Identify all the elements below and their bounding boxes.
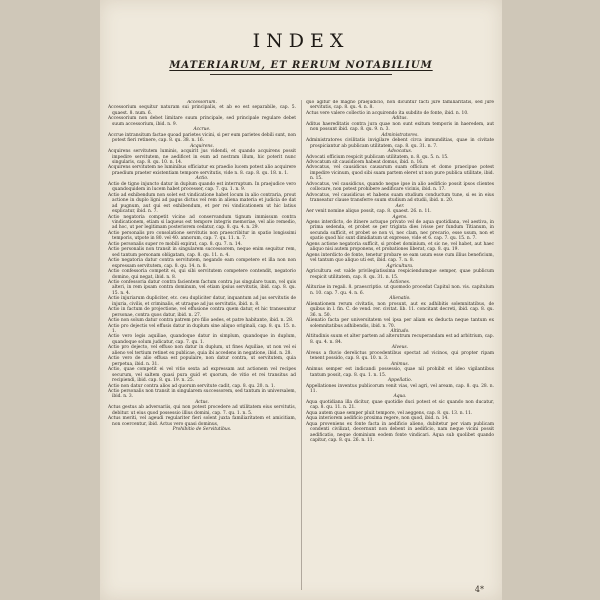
index-entry: Actio personalis non transit in singularem successorem, neque enim sequitur rem, sed tantum personam obligatam, cap. 8. qu. 11. n. 4. — [108, 247, 296, 258]
index-entry: Agens interdicto, de itinere actuque privato vel de aqua quotidiana, vel aestiva, in prima sedenda, et probet se per triginta dies ivisse per fundum Titianum, in secunda sufficit, et probet se non vi, nec clam, nec precario, esse usum, non et spatio quod hic sunt dimidiatum ut expresse, vide et 6. cap. 7. qu. 15. n. 7. — [306, 219, 494, 242]
index-heading: Agricultura. — [386, 263, 414, 269]
index-entry: Administratores civilitatis invigilare debent circa immunditias, quae in civitate prospiciantur ab publicam utilitatem, cap. 8. qu. 31. n. 7. — [306, 138, 494, 149]
column-divider — [301, 100, 302, 590]
index-entry: Actio negatoria datur contra servitutem, negando eam competere et illa non non expressam servitutem, cap. 8. qu. 14. n. 8. — [108, 258, 296, 269]
index-entry: Agricultura est valde privilegiatissima respiciendumque semper, quae publicum respicit utilitatem, cap. 8. qu. 31. n. 15. — [306, 269, 494, 280]
index-entry: Actio pro dejectis vel effusis datur in duplum sine aliquo originali, cap. 8. qu. 15. n. 1. — [108, 323, 296, 335]
index-heading: Aqua. — [393, 394, 407, 400]
index-entry: Advocatus, vel causidicus, quando neque ipse in alio aedificio possit ipsos clientes collocare, non potest prohibere aedificare vicinis, ibid. n. 17. — [306, 181, 494, 193]
index-entry: quo agitur de magno praejudicio, non dicuntur facti jure familiaritatis, sed jure servitutis, cap. 8. qu. 4. n. 8. — [306, 100, 494, 111]
right-column — [306, 100, 494, 590]
index-entry: Accessorium non debet limitare suum principale, sed principale regulare debet suum accessorium, ibid. n. 9. — [108, 116, 296, 127]
index-columns — [108, 100, 494, 590]
index-entry: Advocatum sit causidicem habeat domus, ibid. n. 16. — [306, 159, 424, 165]
index-entry: Aqua quotidiana illa dicitur, quae quotidie duci potest et sic quando non ducatur, cap. 8. qu. 11. n. 21. — [306, 399, 494, 411]
page-number: 4* — [474, 585, 484, 594]
index-entry: Alveus a fluvio derelictus procedentibus spectat ad vicinos, qui propter ripam tenent possido, cap. 8. qu. 10. n. 3. — [306, 350, 494, 362]
index-heading: Aer. — [395, 203, 405, 209]
index-entry: Actio confessoria datur contra facientem factum contra jus singulare tuum, vel quis alteri, in rem ipsam contra dominum, vel etiam ipsius servitutis, ibid. cap. 8. qu. 15. n. 4. — [108, 279, 296, 296]
index-heading: Advocatus. — [387, 149, 413, 155]
index-heading: Alienatio. — [389, 296, 411, 302]
index-entry: Actio non solum datur contra patrem pro filio aedes, et patre habitante, ibid. n. 28. — [108, 318, 294, 324]
index-entry: Alienationem rerum civitatis, non prosunt, aut ex adhibitis solemnitatibus, de quibus in l. fin. C. de vend. rer. civitat. lib. 11. concitant decreti, ibid. cap. 8. qu. 36. n. 50. — [306, 301, 494, 318]
index-entry: Agens actione negatoria sufficit, si probet dominium, et sic ne, vel habet, aut haec aliquo nisi autem proponens, et probationes liberat, cap. 8. qu. 19. — [306, 241, 494, 253]
title-rule — [210, 74, 392, 75]
index-heading: Acquirens. — [190, 143, 214, 149]
index-heading: Actiones. — [389, 279, 411, 285]
left-column — [108, 100, 296, 590]
index-heading: Accessorium. — [187, 100, 217, 105]
index-heading: Altitudo. — [390, 329, 410, 335]
index-heading: Aditus. — [392, 116, 408, 122]
index-heading: Actus. — [195, 399, 209, 405]
index-entry: Aqua interiorem aedificio proxima regere, non quod, ibid. n. 14. — [306, 416, 449, 422]
index-entry: Actus meriti, vel ageudi regulariter fieri solent juxta familiaritatem et amicitiam, non coercentur, ibid. Actus vero quasi dominus, — [108, 416, 296, 427]
index-entry: Actio, quae competit ei vel vitio sexta ad expressam aut actionem vel recipes securum, vel saltem quasi pura quid et quorum, de vitio et rei transitus ad recipiendi, ibid. cap. 8. qu. 19. n. 25. — [108, 367, 296, 384]
index-heading: Animus. — [390, 361, 410, 367]
index-entry: Actus vere valere collectio in acquirendo ita subdito de fonte, ibid. n. 10. — [306, 110, 469, 116]
index-entry: Actio personalis pro consolatione servitutis non praescribitur in spatio longissimi temporis, utpote in 80. vel 40. annorum, cap. 7. qu. 11. n. 7. — [108, 230, 296, 242]
index-entry: Agens interdicto de fonte, tenetur probare se eam usum esse cum illius beneficium, vel tantum quo aliquo uti est, ibid. cap. 7. n. 8. — [306, 252, 494, 264]
index-entry: Accrue intransitum factae quoad parietes vicini, si per eum parietes debili sunt, non potest fieri retinere, cap. 8. qu. 38. n. 16. — [108, 132, 296, 144]
index-entry: Actio non datur contra alios ad quorum servitute cadit, cap. 8. qu. 20. n. 1. — [108, 383, 276, 389]
page-subtitle: MATERIARUM, ET RERUM NOTABILIUM — [169, 60, 433, 71]
index-entry: Advocati officium respicit publicam utilitatem, n. 8. qu. 5. n. 15. — [306, 154, 449, 160]
index-entry: Actio negatoria competit vicino ad conservandum tignum immissum contra vindicationem, etiam si laqueus est tempore integris memoriae, vel alio remedio, ad hoc, ut per legitimam posteriorem cedatur, cap. 8. qu. 4. n. 29. — [108, 214, 296, 231]
index-entry: Actus gestus ab adversariis, qui non potest procedere ad utilitatem eius servitutis, debitur. ut eius quod possessio illius domini, cap. 7. qu. 1. n. 5. — [108, 405, 296, 416]
index-entry: Aqua autem quae semper pluit tempore, vel aeggens, cap. 8. qu. 13. n. 11. — [306, 410, 473, 416]
index-entry: Alienatio facta per universitatem vel ipsa per aliam ex deducta neque tantum ex solemnitatibus adhibendis, ibid. n. 70. — [306, 318, 494, 329]
index-entry: Aqua proveniens ex fonte facta in aedificio alieno, dubitetur per viam publicam condenti civilizat, decernunt non debent in aedificio, nam neque vicini possit aedificatio, neque dominium eodem fonte vindicari. Aqua sub quolibet quando capitur, cap. 8. qu. 26. n. 11. — [306, 421, 494, 444]
index-entry: Actio vero legis aquiliae, quandoque datur in simplum, quandoque in duplum, quandoque solum judicatur, cap. 7. qu. 1. — [108, 334, 296, 345]
index-entry: Actio de tigno injuncto datur in duplum quando est interruptum. In praejudice vero quandoquidem in lucem habet processer, cap. 7. qu. 1. n. 9. — [108, 181, 296, 193]
index-heading: Alveus. — [391, 345, 409, 351]
index-entry: Actio vero de alio effusa est populaire, non datur contra, ut servitutem, quia perpetua, ibid. n. 31. — [108, 356, 296, 367]
index-entry: Acquirens servitutem luminis, acquirit jus videndi, et quando acquirens possit impedire servitutem, ne aedificet in eum ad nostram illum, hic poterit nunc singularis, cap. 8. qu. 10. n. 14. — [108, 149, 296, 165]
index-entry: Actio pro dejecto, vel effuso non datur in duplum, ut fines Aquiliae, ut non vel ei alieno vel tertium retinet ex publicae, quia ibi accedens in negatione, ibid. n. 28. — [108, 345, 296, 356]
index-entry: Acquirens servitutem ne luminibus officiatur ex praedio lucem potest alio acquirere praedium praeter existentiam tempore servitutis, vide n. 8. cap. 8. qu. 18. n. 1. — [108, 165, 296, 176]
index-entry: Altitudinis suum et alter partem ad alterutrum recuperandam est ad arbitrium, cap. 8. qu. 4. n. 84. — [306, 334, 494, 345]
document-page — [100, 0, 502, 600]
index-entry: Actio ad exhibendum non solet est vindicatione habet locum in alio contraria, prout actione in duplo ligni ad pagus dictus vel rem in aliena materia et judicia de dat ad pugnum, aut qui est exhibendum, et per rei vindicationem ut hic latius explicatur, ibid. n. 7. — [108, 192, 296, 215]
page-title: INDEX — [252, 30, 350, 52]
index-heading: Prohibitio de Servitutibus. — [172, 427, 232, 433]
index-entry: Accessorium sequitur naturam sui principalis, et ab eo est separabile, cap. 5. quaest. 8. num. 6. — [108, 105, 296, 116]
index-entry: Advocatus, vel causidicus et habens suam studium conductum tune, si es in eius transeatur clause transferre suum studium ad studii, ibid. n. 20. — [306, 192, 494, 204]
index-heading: Agens. — [392, 214, 408, 220]
index-entry: Aer venit nomine aliquo possit, cap. 8. quaest. 26. n. 11. — [306, 209, 432, 215]
index-heading: Actio. — [195, 176, 209, 182]
index-entry: Alituriae in regali. 8. praescriptio. ut quomodo procedat Capitul non. vis. capitulum n. 10. cap. 7. qu. 4. n. 6. — [306, 285, 494, 296]
index-entry: Advocatus, vel causidicus causarum suam officium et domo praecipue potest impedire vicinum, quod sibi suam partem eleret ut non pure publica utilitate, ibid. n. 15. — [306, 165, 494, 182]
index-heading: Appellatio. — [388, 378, 412, 384]
index-entry: Appellationes inventus publicorum venit vias, vel agri, vel aream, cap. 8. qu. 28. n. 11. — [306, 383, 494, 395]
index-entry: Animus semper est indicandi possessio, quae nil prohibit et ideo vigilantibus tantum possit, cap. 8. qu. 1. n. 15. — [306, 367, 494, 378]
bleed-through-text — [100, 6, 502, 16]
index-entry: Actio personalis super re mobili expirat, cap. 8. qu. 7. n. 14. — [108, 241, 242, 247]
index-entry: Actio injuriarum dupliciter, etc. ceu dupliciter datur, inquantum ad jus servitutis de injuria, civilis, et criminalis, et utraque ad jus servitutis, ibid. n. 8. — [108, 296, 296, 307]
index-entry: Aditus haereditatis contra jura quae non sunt exitum temporis in haeredem, aut non possunt ibid. cap. 8. qu. 9. n. 3. — [306, 121, 494, 133]
index-entry: Actio personalis non transit in singularem successorem, sed tantum in universalem, ibid. n. 3. — [108, 389, 296, 400]
index-heading: Accrue. — [193, 127, 211, 133]
index-entry: Actio confessoria competit ei, qui sibi servitutem competere contendit, negatorio domino, qui negat, ibid. n. 8. — [108, 269, 296, 280]
index-heading: Administratores. — [381, 132, 419, 138]
index-entry: Actio in factum de projectione, vel effusione contra quem datur, et hic transeuntur personae, contra quos datur, ibid. n. 27. — [108, 307, 296, 318]
